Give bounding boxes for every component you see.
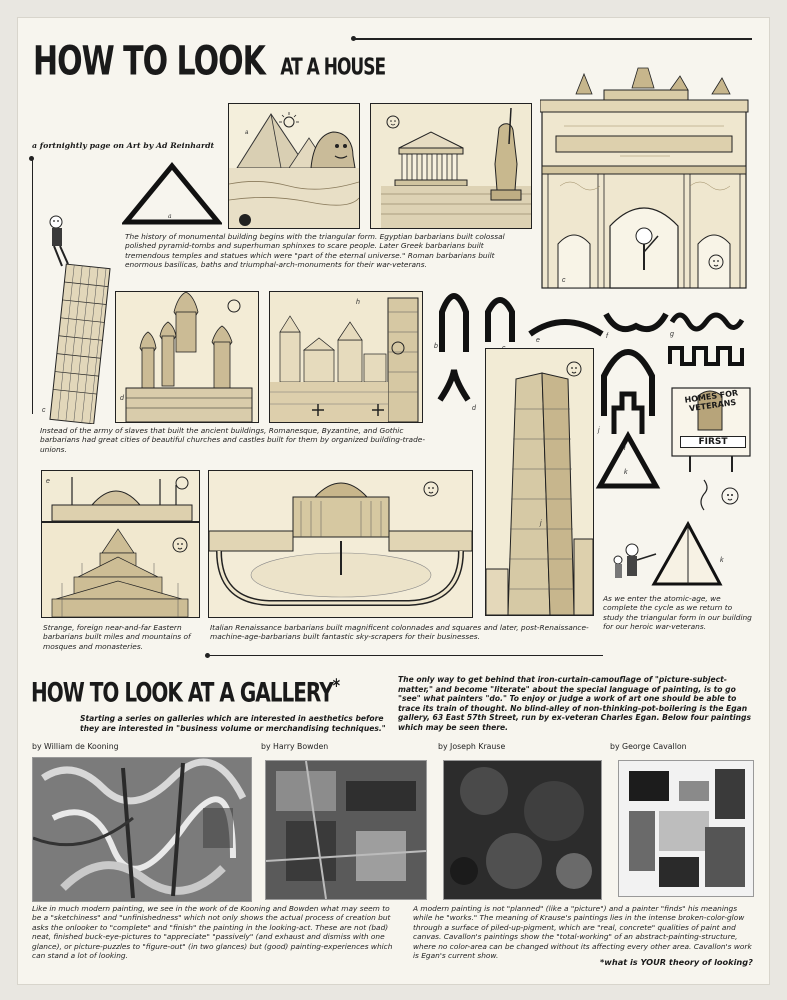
caption-slaves: Instead of the army of slaves that built the ancient buildings, Romanesque, Byzantine, and Gothic barbarians had great cities of beautiful churches and castles built for them by organized building-trade-unions. <box>40 426 425 454</box>
svg-text:g: g <box>670 331 674 338</box>
svg-text:b: b <box>434 343 438 350</box>
svg-text:f: f <box>606 333 608 340</box>
leaning-tower-illustration <box>40 214 112 424</box>
svg-text:i: i <box>624 445 626 452</box>
medieval-city-panel <box>269 291 423 423</box>
painting-bowden <box>265 760 427 900</box>
painting-bowden-image <box>266 761 426 899</box>
pagoda-illustration <box>42 523 199 617</box>
svg-text:j: j <box>540 520 542 527</box>
gallery-footer: *what is YOUR theory of looking? <box>600 957 753 967</box>
gallery-title: HOW TO LOOK AT A GALLERY* <box>31 676 340 709</box>
medieval-city-illustration <box>270 292 422 422</box>
svg-text:d: d <box>472 405 476 412</box>
pyramid-sphinx-panel <box>228 103 360 229</box>
svg-text:h: h <box>356 299 360 306</box>
svg-text:j: j <box>598 427 600 434</box>
greek-temple-panel <box>370 103 532 229</box>
pagoda-panel <box>41 522 200 618</box>
svg-text:c: c <box>42 407 46 414</box>
painting-de-kooning-image <box>33 758 251 901</box>
page-title: HOW TO LOOK AT A HOUSE <box>33 38 386 86</box>
arch-form-ogee <box>602 300 672 340</box>
caption-italian: Italian Renaissance barbarians built magnificent colonnades and squares and later, post-Renaissance-machine-age-barbarians built fantastic sky-scrapers for their businesses. <box>210 623 589 642</box>
caption-triangular: The history of monumental building begins with the triangular form. Egyptian barbarians built colossal polished pyramid-tombs and superhuman sphinxes to scare people. Later Greek barbarians built tremendous temples and statues which were "part of the eternal universe." Roman barbarians built enormous basilicas, baths and triumphal-arch-monuments for their war-veterans. <box>125 232 505 270</box>
caption-atomic: As we enter the atomic-age, we complete the cycle as we return to study the triangular form in our building for our heroic war-veterans. <box>603 594 752 632</box>
mosque-illustration <box>42 471 199 521</box>
artist-label: by Harry Bowden <box>261 742 329 751</box>
svg-text:c: c <box>562 277 566 284</box>
rule-dot <box>351 36 356 41</box>
onion-domes-panel <box>115 291 259 423</box>
painting-de-kooning <box>32 757 252 902</box>
caption-eastern: Strange, foreign near-and-far Eastern barbarians built miles and mountains of mosques and monasteries. <box>43 623 191 651</box>
greek-temple-illustration <box>371 104 531 228</box>
veterans-sign <box>670 386 752 472</box>
left-rule <box>32 158 33 414</box>
painting-krause-image <box>444 761 601 899</box>
artist-label: by George Cavallon <box>610 742 687 751</box>
triangle-drawing <box>122 162 222 226</box>
painting-krause <box>443 760 602 900</box>
svg-text:e: e <box>46 478 50 485</box>
gallery-intro: The only way to get behind that iron-curtain-camouflage of "picture-subject-matter," and become "literate" about the special language of painting, is to go "see" what painters "do." To enjoy or judge a work of art one should be able to trace its train of thought. No blind-alley of non-thinking-pot-boilering is the Egan gallery, 63 East 57th Street, run by ex-veteran Charles Egan. Below four paintings which may be seen there. <box>398 675 751 732</box>
svg-text:a: a <box>245 130 249 136</box>
rule-dot-left <box>29 156 34 161</box>
sign-line1: HOMES FOR VETERANS <box>684 388 739 414</box>
page-sheet <box>18 18 769 984</box>
gallery-text-right: A modern painting is not "planned" (like a "picture") and a painter "finds" his meanings while he "works." The meaning of Krause's paintings lies in the intense broken-color-glow through a surface of piled-up-pigment, which are "real, concrete" qualities of paint and canvas. Cavallon's paintings show the "total-working" of an abstract-painting-structure, where no color-area can be changed without its affecting every other area. Cavallon's work is Egan's current show. <box>413 904 752 961</box>
atomic-tent-illustration <box>608 474 750 590</box>
svg-text:e: e <box>536 337 540 344</box>
svg-text:k: k <box>624 469 628 476</box>
flatiron-panel <box>485 348 594 616</box>
flatiron-illustration <box>486 349 593 615</box>
artist-label: by Joseph Krause <box>438 742 506 751</box>
pyramid-sphinx-illustration <box>229 104 359 228</box>
painting-cavallon-image <box>619 761 753 896</box>
onion-domes-illustration <box>116 292 258 422</box>
leaning-tower <box>40 214 112 424</box>
colonnade-illustration <box>209 471 472 617</box>
roman-arch-illustration <box>540 66 750 291</box>
svg-text:k: k <box>720 557 724 564</box>
atomic-tent <box>608 474 750 590</box>
mosque-panel <box>41 470 200 522</box>
arch-form-scroll <box>666 300 750 340</box>
svg-text:d: d <box>120 395 124 402</box>
gallery-text-left: Like in much modern painting, we see in the work of de Kooning and Bowden what may seem to be a "sketchiness" and "unfinishedness" which not only shows the actual process of creation but asks the onlooker to "complete" and "finish" the painting in the looking-act. These are not (bad) neat, finished buck-eye-pictures to "appreciate" "passively" (and exhaust and dismiss with one glance), or picture-puzzles to "figure-out" (in two glances) but (good) painting-experiences which can stand a lot of looking. <box>32 904 393 961</box>
crenellation-form <box>668 340 750 370</box>
gallery-subtitle: Starting a series on galleries which are interested in aesthetics before they are interested in "business volume or merchandising techniques." <box>80 714 386 733</box>
artist-label: by William de Kooning <box>32 742 119 751</box>
colonnade-panel <box>208 470 473 618</box>
asterisk-mark: * <box>600 957 605 967</box>
painting-cavallon <box>618 760 754 897</box>
middle-rule-dot <box>205 653 210 658</box>
svg-text:a: a <box>168 213 172 220</box>
roman-arch <box>540 66 750 291</box>
middle-rule <box>208 655 603 656</box>
sign-line2: FIRST <box>680 436 746 448</box>
pointed-arches-column <box>594 336 664 490</box>
header-rule <box>354 38 752 40</box>
byline-house: a fortnightly page on Art by Ad Reinhardt <box>32 141 215 150</box>
